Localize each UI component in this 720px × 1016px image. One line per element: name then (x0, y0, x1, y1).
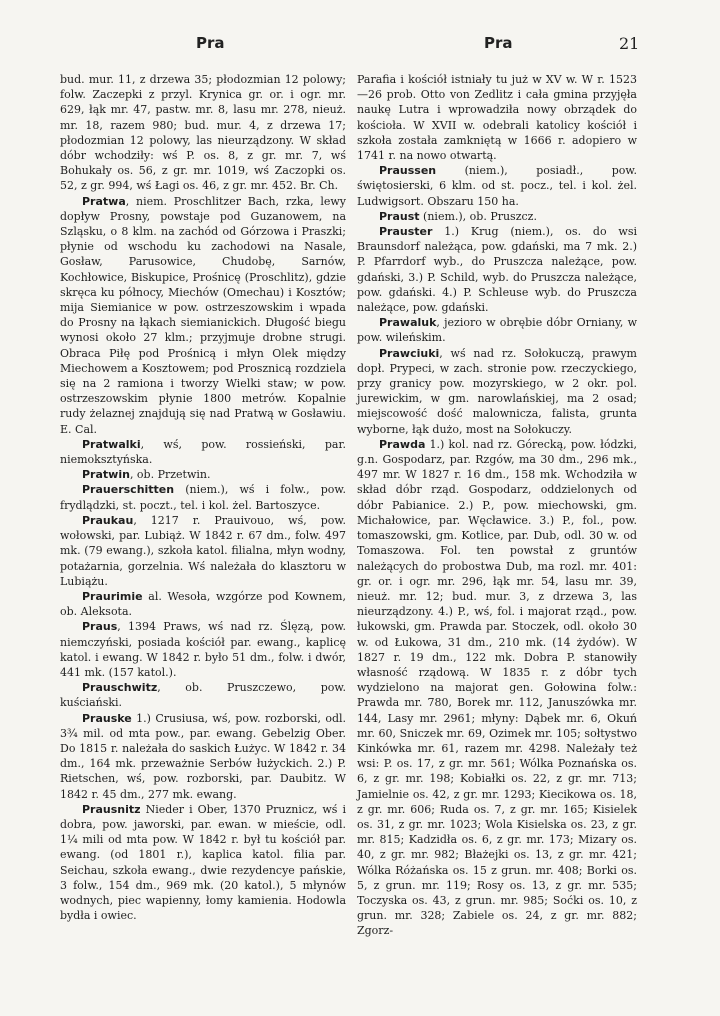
running-head-right: Pra (484, 34, 513, 52)
dictionary-entry (60, 680, 346, 710)
dictionary-entry (357, 224, 637, 315)
entry-continuation (60, 72, 346, 194)
entry-headword: Prauerschitten (82, 483, 175, 497)
entry-headword: Prauster (379, 225, 433, 239)
entry-text: bud. mur. 11, z drzewa 35; płodozmian 12 polowy; folw. Zaczepki z przyl. Krynica gr. or. i ogr. mr. 629, łąk mr. 47, pastw. mr. 8, lasu mr. 278, nieuż. mr. 18, razem 980; bud. mur. 4, z drzewa 17; płodozmian 12 polowy, las nieurządzony. W skład dóbr wchodziły: wś P. os. 8, z gr. mr. 7, wś Bohukały os. 56, z gr. mr. 1019, wś Zaczopki os. 52, z gr. 994, wś Łagi os. 46, z gr. mr. 452. Br. Ch. (60, 73, 346, 193)
dictionary-entry (60, 482, 346, 512)
entry-headword: Prawda (379, 437, 426, 451)
entry-headword: Praukau (82, 513, 134, 527)
entry-text: , jezioro w obrębie dóbr Orniany, w pow. wileńskim. (357, 316, 637, 345)
entry-text: Nieder i Ober, 1370 Pruznicz, wś i dobra, pow. jaworski, par. ewan. w mieście, odl. 1¼ mili od mta pow. W 1842 r. był tu kościół par. ewang. (od 1801 r.), kaplica katol. filia par. Seichau, szkoła ewang., dwie rezydencye pańskie, 3 folw., 154 dm., 969 mk. (20 katol.), 5 młynów wodnych, piec wapienny, łomy kamienia. Hodowla bydła i owiec. (60, 802, 346, 923)
right-column (357, 72, 637, 939)
dictionary-entry (357, 163, 637, 209)
entry-headword: Pratwa (82, 194, 126, 208)
entry-headword: Prawaluk (379, 316, 437, 330)
dictionary-entry (357, 315, 637, 345)
entry-headword: Prauschwitz (82, 681, 158, 695)
entry-headword: Praus (82, 620, 118, 634)
entry-text: 1.) Crusiusa, wś, pow. rozborski, odl. 3¾ mil. od mta pow., par. ewang. Gebelzig Ober. Do 1815 r. należała do saskich Łużyc. W 1842 r. 34 dm., 164 mk. przeważnie Serbów łużyckich. 2.) P. Rietschen, wś, pow. rozborski, par. Daubitz. W 1842 r. 45 dm., 277 mk. ewang. (60, 711, 346, 801)
dictionary-entry (60, 194, 346, 437)
entry-headword: Praussen (379, 164, 437, 178)
entry-text: 1.) Krug (niem.), os. do wsi Braunsdorf należąca, pow. gdański, ma 7 mk. 2.) P. Pfarrdorf wyb., do Pruszcza należące, pow. gdański, 3.) P. Schild, wyb. do Pruszcza należące, pow. gdański. 4.) P. Schleuse wyb. do Pruszcza należące, pow. gdański. (357, 225, 637, 315)
entry-text: , wś nad rz. Sołokuczą, prawym dopł. Prypeci, w zach. stronie pow. rzeczyckiego, przy granicy pow. mozyrskiego, w 2 okr. pol. jurewickim, w gm. narowlańskiej, ma 2 osad; miejscowość dość malownicza, falista, grunta wyborne, łąk dużo, most na Sołokuczy. (357, 346, 637, 436)
entry-headword: Prausnitz (82, 802, 141, 816)
entry-text: , 1394 Praws, wś nad rz. Ślęzą, pow. niemczyński, posiada kościół par. ewang., kaplicę katol. i ewang. W 1842 r. było 51 dm., folw. i dwór, 441 mk. (157 katol.). (60, 620, 346, 679)
dictionary-entry (357, 437, 637, 939)
entry-headword: Praurimie (82, 589, 143, 603)
entry-text: (niem.), wś i folw., pow. frydlądzki, st. poczt., tel. i kol. żel. Bartoszyce. (60, 483, 346, 512)
entry-text: (niem.), ob. Pruszcz. (419, 209, 537, 223)
dictionary-entry (60, 513, 346, 589)
entry-headword: Prawciuki (379, 346, 440, 360)
entry-text: , wś, pow. rossieński, par. niemoksztyńska. (60, 437, 346, 467)
entry-text: , ob. Pruszczewo, pow. kuściański. (60, 681, 346, 710)
entry-text: , niem. Proschlitzer Bach, rzka, lewy dopływ Prosny, powstaje pod Guzanowem, na Szląsku, o 8 klm. na zachód od Górzowa i Praszki; płynie od wschodu ku zachodowi na Nasale, Gosław, Parusowice, Chudobę, Sarnów, Kochłowice, Biskupice, Prośnicę (Proschlitz), gdzie skręca ku północy, Miechów (Omechau) i Kosztów; mija Siemianice w pow. ostrzeszowskim i wpada do Prosny na łąkach siemianickich. Długość biegu wynosi około 27 klm.; przyjmuje drobne strugi. Obraca Piłę pod Prośnicą i młyn Olek między Miechowem a Kosztowem; pod Prosznicą rozdziela się na 2 ramiona i tworzy Wielki staw; w pow. ostrzeszowskim płynie 1800 metrów. Kopalnie rudy żelaznej znajdują się nad Pratwą w Gosławiu. E. Cal. (60, 194, 346, 436)
entry-headword: Praust (379, 209, 420, 223)
entry-text: al. Wesoła, wzgórze pod Kownem, ob. Aleksota. (60, 589, 346, 619)
dictionary-entry (60, 589, 346, 619)
dictionary-entry (60, 437, 346, 467)
entry-text: , ob. Przetwin. (129, 468, 211, 482)
dictionary-entry (60, 467, 346, 482)
entry-text: Parafia i kościół istniały tu już w XV w. W r. 1523—26 prob. Otto von Zedlitz i cała gmina przyjęła naukę Lutra i wprowadziła nowy obrządek do kościoła. W XVII w. odebrali katolicy kościół i szkoła została zamkniętą w 1666 r. adopiero w 1741 r. na nowo otwartą. (357, 73, 637, 163)
entry-headword: Prauske (82, 711, 132, 725)
dictionary-entry (60, 619, 346, 680)
entry-text: , 1217 r. Prauivouo, wś, pow. wołowski, par. Lubiąż. W 1842 r. 67 dm., folw. 497 mk. (79 ewang.), szkoła katol. filialna, młyn wodny, potażarnia, gorzelnia. Wś należała do klasztoru w Lubiążu. (60, 513, 346, 588)
left-column (60, 72, 346, 923)
entry-headword: Pratwalki (82, 437, 141, 451)
dictionary-entry (60, 802, 346, 924)
entry-continuation (357, 72, 637, 163)
dictionary-entry (60, 711, 346, 802)
entry-text: (niem.), posiadł., pow. świętosierski, 6 klm. od st. pocz., tel. i kol. żel. Ludwigsort. Obszaru 150 ha. (357, 164, 637, 208)
dictionary-entry (357, 346, 637, 437)
dictionary-entry (357, 209, 637, 224)
entry-headword: Pratwin (82, 468, 130, 482)
page-number: 21 (619, 34, 640, 53)
running-head-left: Pra (196, 34, 225, 52)
entry-text: 1.) kol. nad rz. Górecką, pow. łódzki, g.n. Gospodarz, par. Rzgów, ma 30 dm., 296 mk., 497 mr. W 1827 r. 16 dm., 158 mk. Wchodziła w skład dóbr rząd. Gospodarz, oddzielonych od dóbr Pabianice. 2.) P., pow. miechowski, gm. Michałowice, par. Węcławice. 3.) P., fol., pow. tomaszowski, gm. Kotlice, par. Dub, odl. 30 w. od Tomaszowa. Fol. ten powstał z gruntów należących do probostwa Dub, ma rozl. mr. 401: gr. or. i ogr. mr. 296, łąk mr. 54, lasu mr. 39, nieuż. mr. 12; bud. mur. 3, z drzewa 3, las nieurządzony. 4.) P., wś, fol. i majorat rząd., pow. łukowski, gm. Prawda par. Stoczek, odl. około 30 w. od Łukowa, 31 dm., 210 mk. (14 żydów). W 1827 r. 19 dm., 122 mk. Dobra P. stanowiły własność rządową. W 1835 r. z dóbr tych wydzielono na majorat gen. Gołowina folw.: Prawda mr. 780, Borek mr. 112, Januszówka mr. 144, Lasy mr. 2961; młyny: Dąbek mr. 6, Okuń mr. 60, Sniczek mr. 69, Ozimek mr. 105; sołtystwo Kinkówka mr. 61, razem mr. 4298. Należały też wsi: P. os. 17, z gr. mr. 561; Wólka Poznańska os. 6, z gr. mr. 198; Kobiałki os. 22, z gr. mr. 713; Jamielnie os. 42, z gr. mr. 1293; Kiecikowa os. 18, z gr. mr. 606; Ruda os. 7, z gr. mr. 165; Kisielek os. 31, z gr. mr. 1023; Wola Kisielska os. 23, z gr. mr. 815; Kadzidła os. 6, z gr. mr. 173; Mizary os. 40, z gr. mr. 982; Błażejki os. 13, z gr. mr. 421; Wólka Różańska os. 15 z grun. mr. 408; Borki os. 5, z grun. mr. 119; Rosy os. 13, z gr. mr. 535; Toczyska os. 43, z grun. mr. 985; Soćki os. 10, z grun. mr. 328; Zabiele os. 24, z gr. mr. 882; Zgorz- (357, 437, 637, 938)
